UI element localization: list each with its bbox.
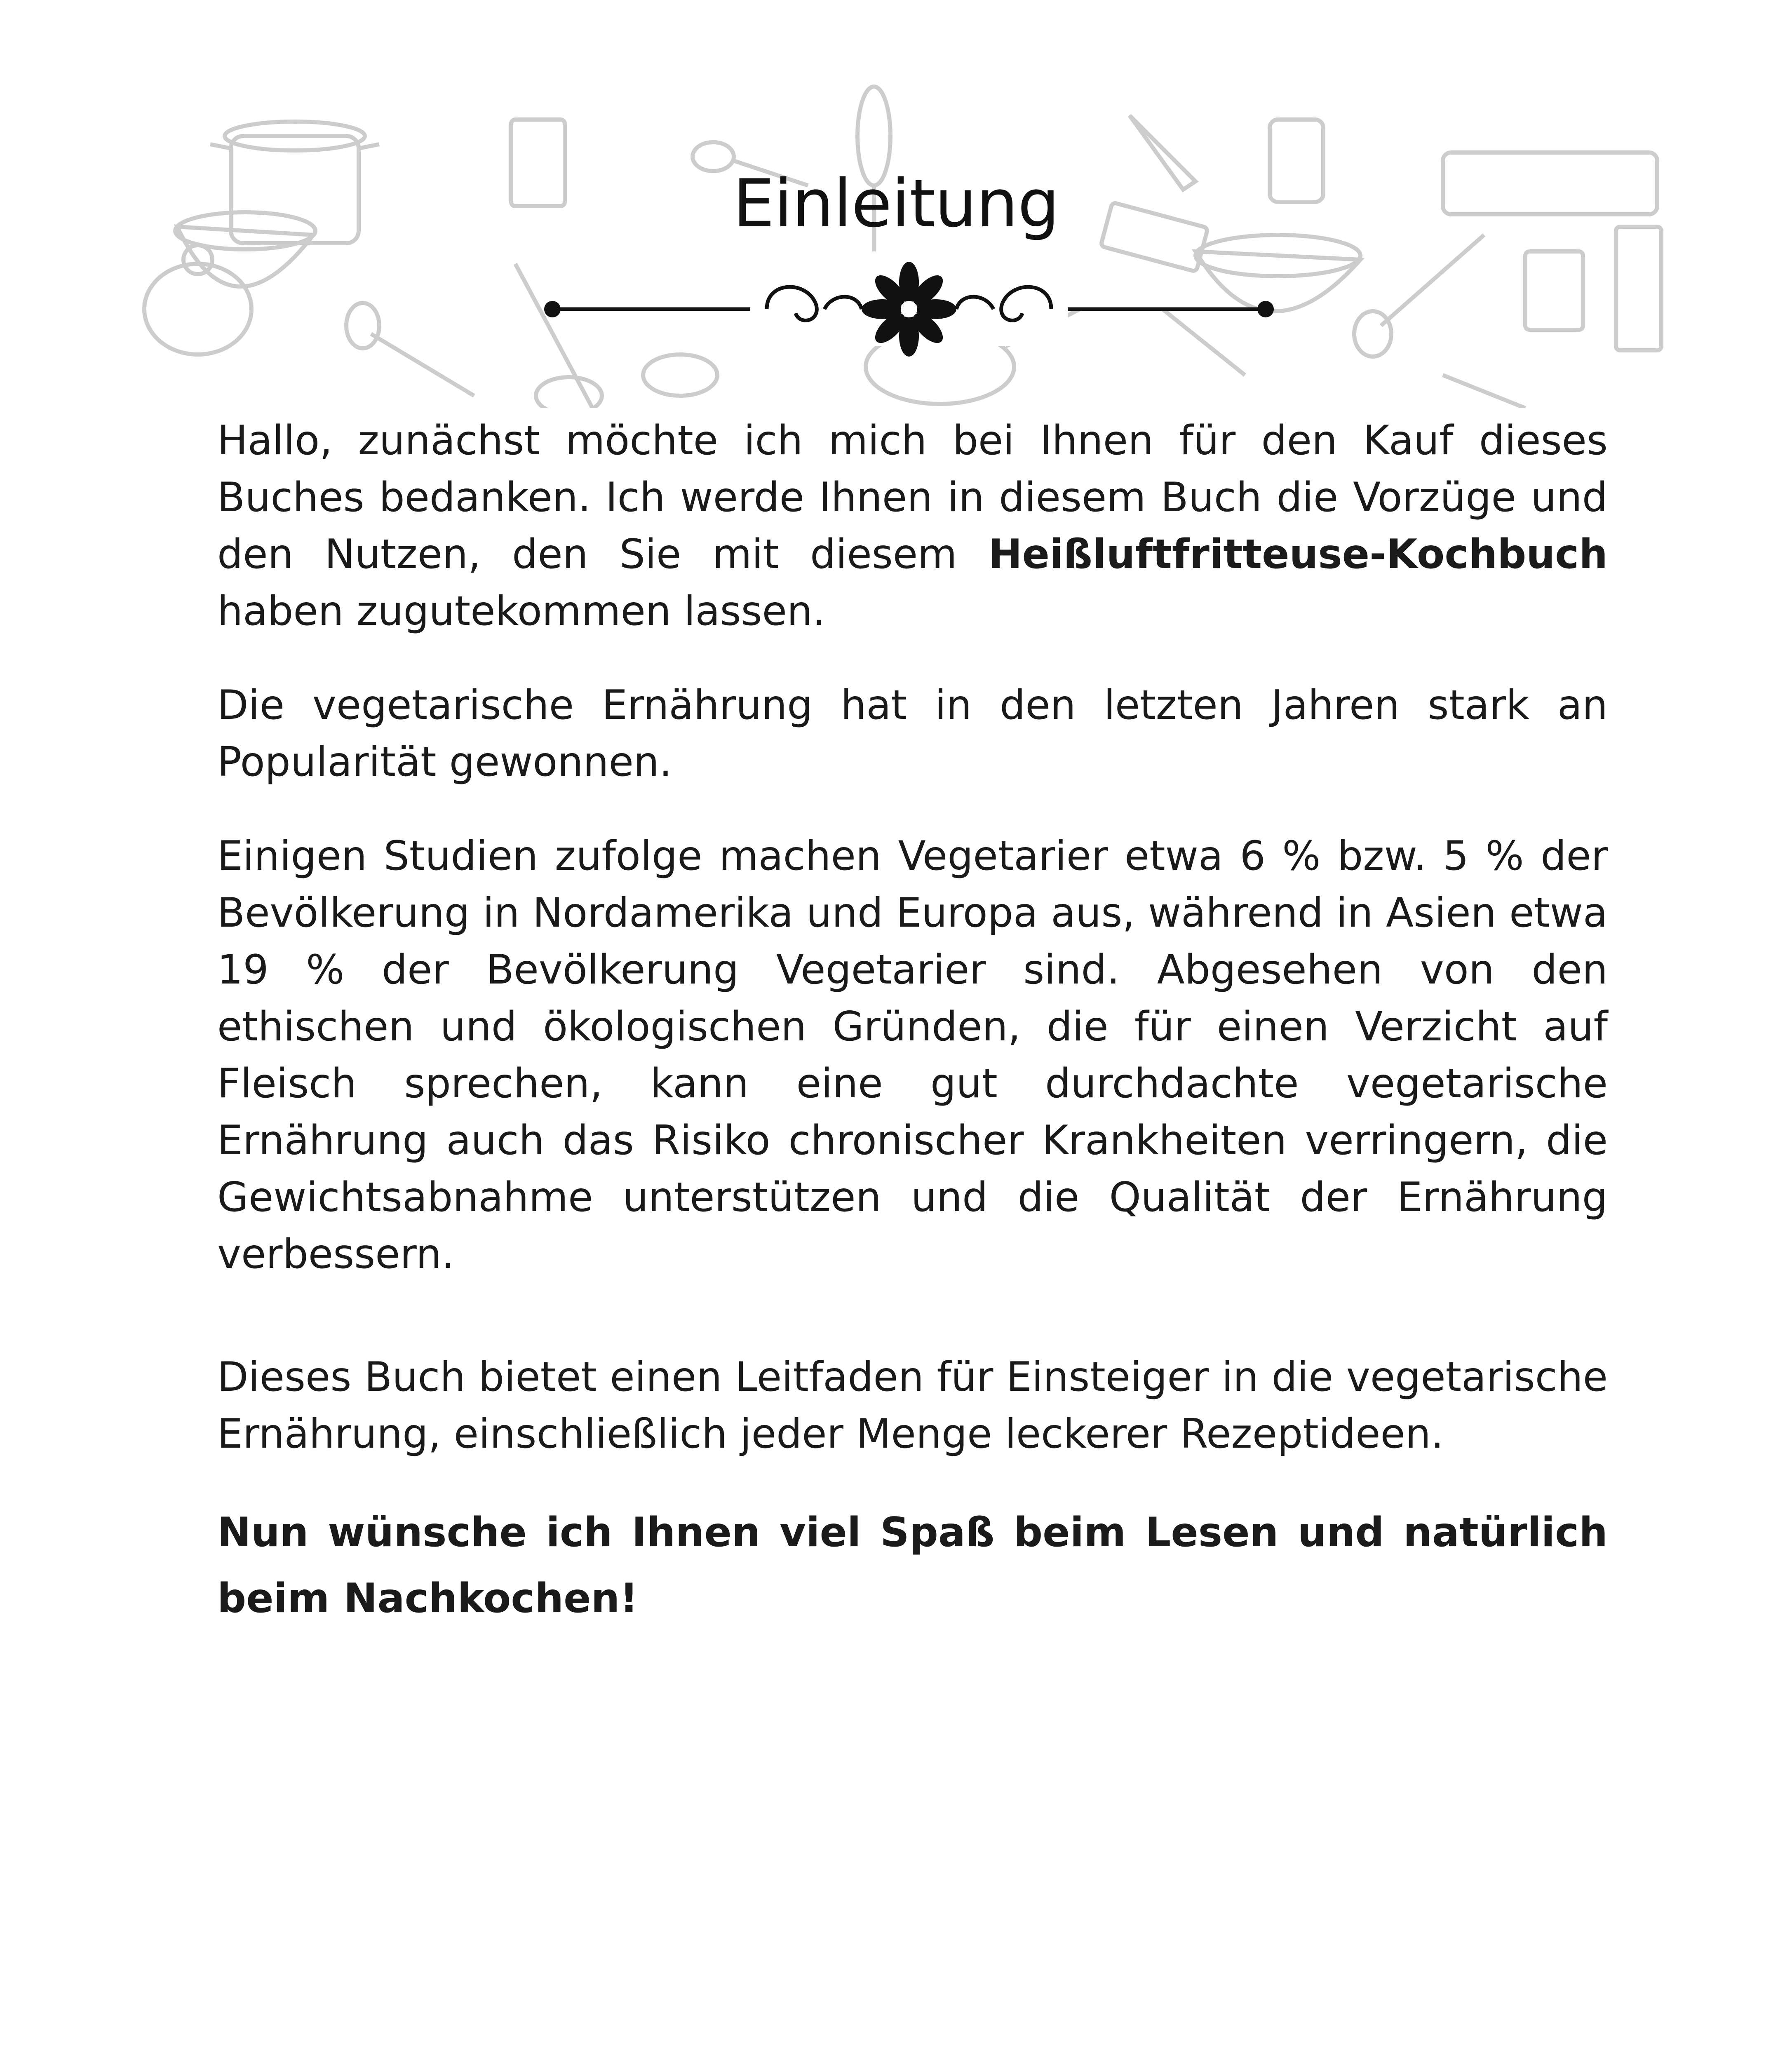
intro-paragraph: [217, 412, 1608, 640]
studies-paragraph: Einigen Studien zufolge machen Vegetarier etwa 6 % bzw. 5 % der Bevölkerung in Nordamerika und Europa aus, während in Asien etwa 19 % der Bevölkerung Vegetarier sind. Abgesehen von den ethischen und ökologischen Gründen, die für einen Verzicht auf Fleisch sprechen, kann eine gut durchdachte vegetarische Ernährung auch das Risiko chronischer Krankheiten verringern, die Gewichtsabnahme unterstützen und die Qualität der Ernährung verbessern.: [217, 833, 1608, 1278]
intro-text-end: haben zugutekommen lassen.: [217, 588, 826, 635]
flourish-divider-icon: [536, 256, 1282, 363]
closing-paragraph: Nun wünsche ich Ihnen viel Spaß beim Lesen und natürlich beim Nachkochen!: [217, 1509, 1608, 1622]
intro-text: Hallo, zunächst möchte ich mich bei Ihnen für den Kauf dieses Buches bedanken. Ich werde Ihnen in diesem Buch die Vorzüge und den Nutzen, den Sie mit diesem: [217, 417, 1608, 578]
page-title: Einleitung: [733, 165, 1059, 242]
body-text: [217, 412, 1608, 1669]
book-title-emphasis: Heißluftfritteuse-Kochbuch: [988, 531, 1608, 578]
guide-paragraph: Dieses Buch bietet einen Leitfaden für Einsteiger in die vegetarische Ernährung, einschließlich jeder Menge leckerer Rezeptideen.: [217, 1354, 1608, 1458]
popularity-paragraph: Die vegetarische Ernährung hat in den letzten Jahren stark an Popularität gewonnen.: [217, 682, 1608, 786]
